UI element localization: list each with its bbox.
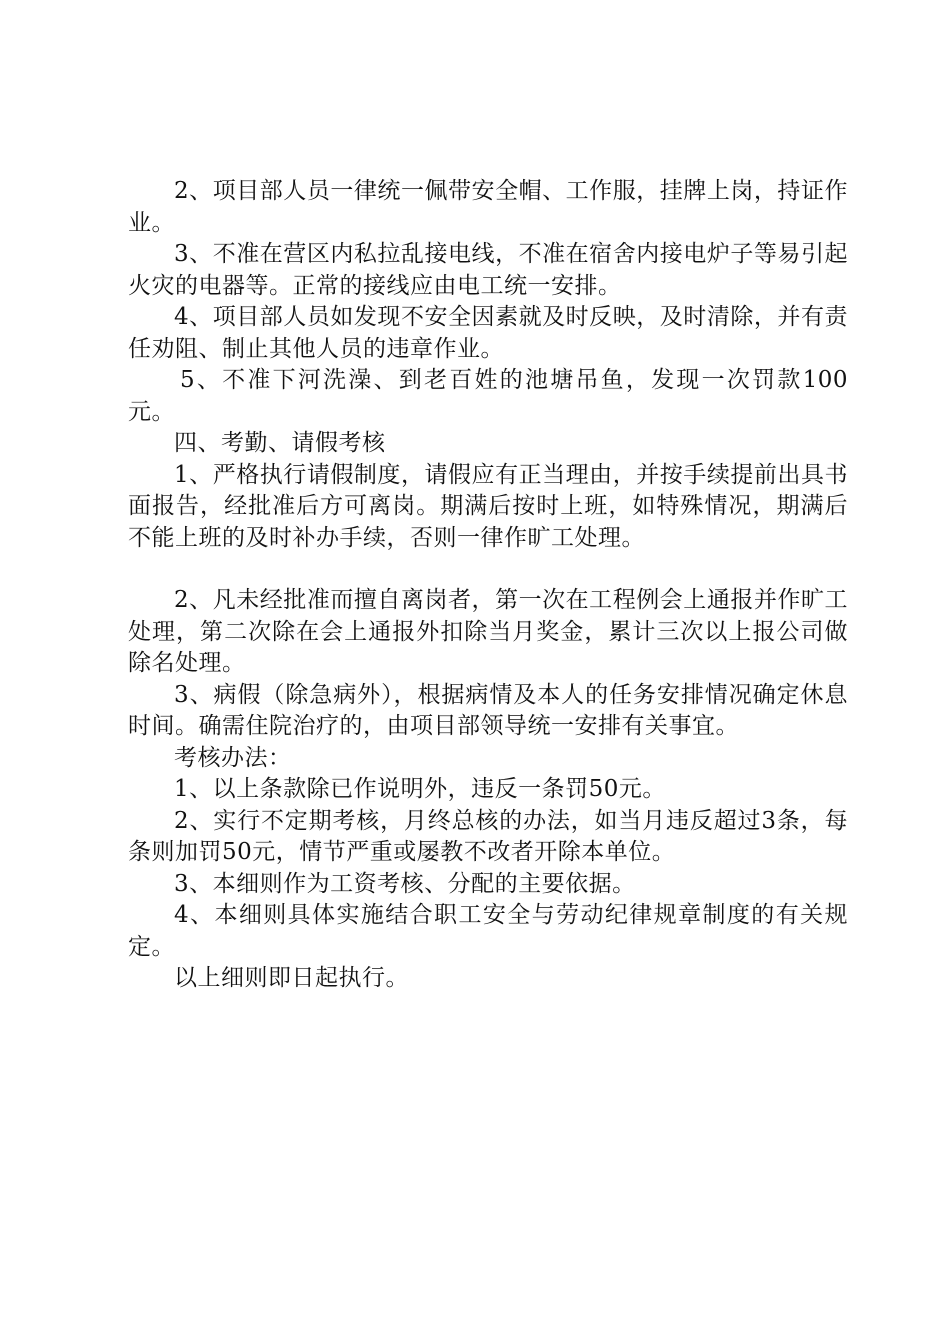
paragraph-closing: 以上细则即日起执行。 — [174, 965, 409, 991]
paragraph-assessment-4: 4、本细则具体实施结合职工安全与劳动纪律规章制度的有关规定。 — [128, 902, 848, 960]
paragraph-assessment-1: 1、以上条款除已作说明外，违反一条罚50元。 — [174, 776, 666, 802]
section-heading-assessment: 考核办法： — [174, 744, 292, 771]
paragraph-rule-2: 2、项目部人员一律统一佩带安全帽、工作服，挂牌上岗，持证作业。 — [128, 178, 848, 236]
paragraph-rule-5: 5、不准下河洗澡、到老百姓的池塘吊鱼，发现一次罚款100元。 — [128, 367, 848, 425]
paragraph-rule-4: 4、项目部人员如发现不安全因素就及时反映，及时清除，并有责任劝阻、制止其他人员的违章作业。 — [128, 304, 848, 362]
paragraph-assessment-3: 3、本细则作为工资考核、分配的主要依据。 — [174, 870, 636, 897]
paragraph-leave-3: 3、病假（除急病外），根据病情及本人的任务安排情况确定休息时间。确需住院治疗的，由项目部领导统一安排有关事宜。 — [128, 681, 848, 739]
document-body — [128, 176, 848, 995]
paragraph-rule-3: 3、不准在营区内私拉乱接电线，不准在宿舍内接电炉子等易引起火灾的电器等。正常的接线应由电工统一安排。 — [128, 241, 848, 299]
section-heading-attendance: 四、考勤、请假考核 — [174, 430, 386, 456]
paragraph-leave-2: 2、凡未经批准而擅自离岗者，第一次在工程例会上通报并作旷工处理，第二次除在会上通报外扣除当月奖金，累计三次以上报公司做除名处理。 — [128, 587, 848, 676]
paragraph-assessment-2: 2、实行不定期考核，月终总核的办法，如当月违反超过3条，每条则加罚50元，情节严重或屡教不改者开除本单位。 — [128, 807, 848, 865]
paragraph-leave-1: 1、严格执行请假制度，请假应有正当理由，并按手续提前出具书面报告，经批准后方可离岗。期满后按时上班，如特殊情况，期满后不能上班的及时补办手续，否则一律作旷工处理。 — [128, 461, 848, 551]
